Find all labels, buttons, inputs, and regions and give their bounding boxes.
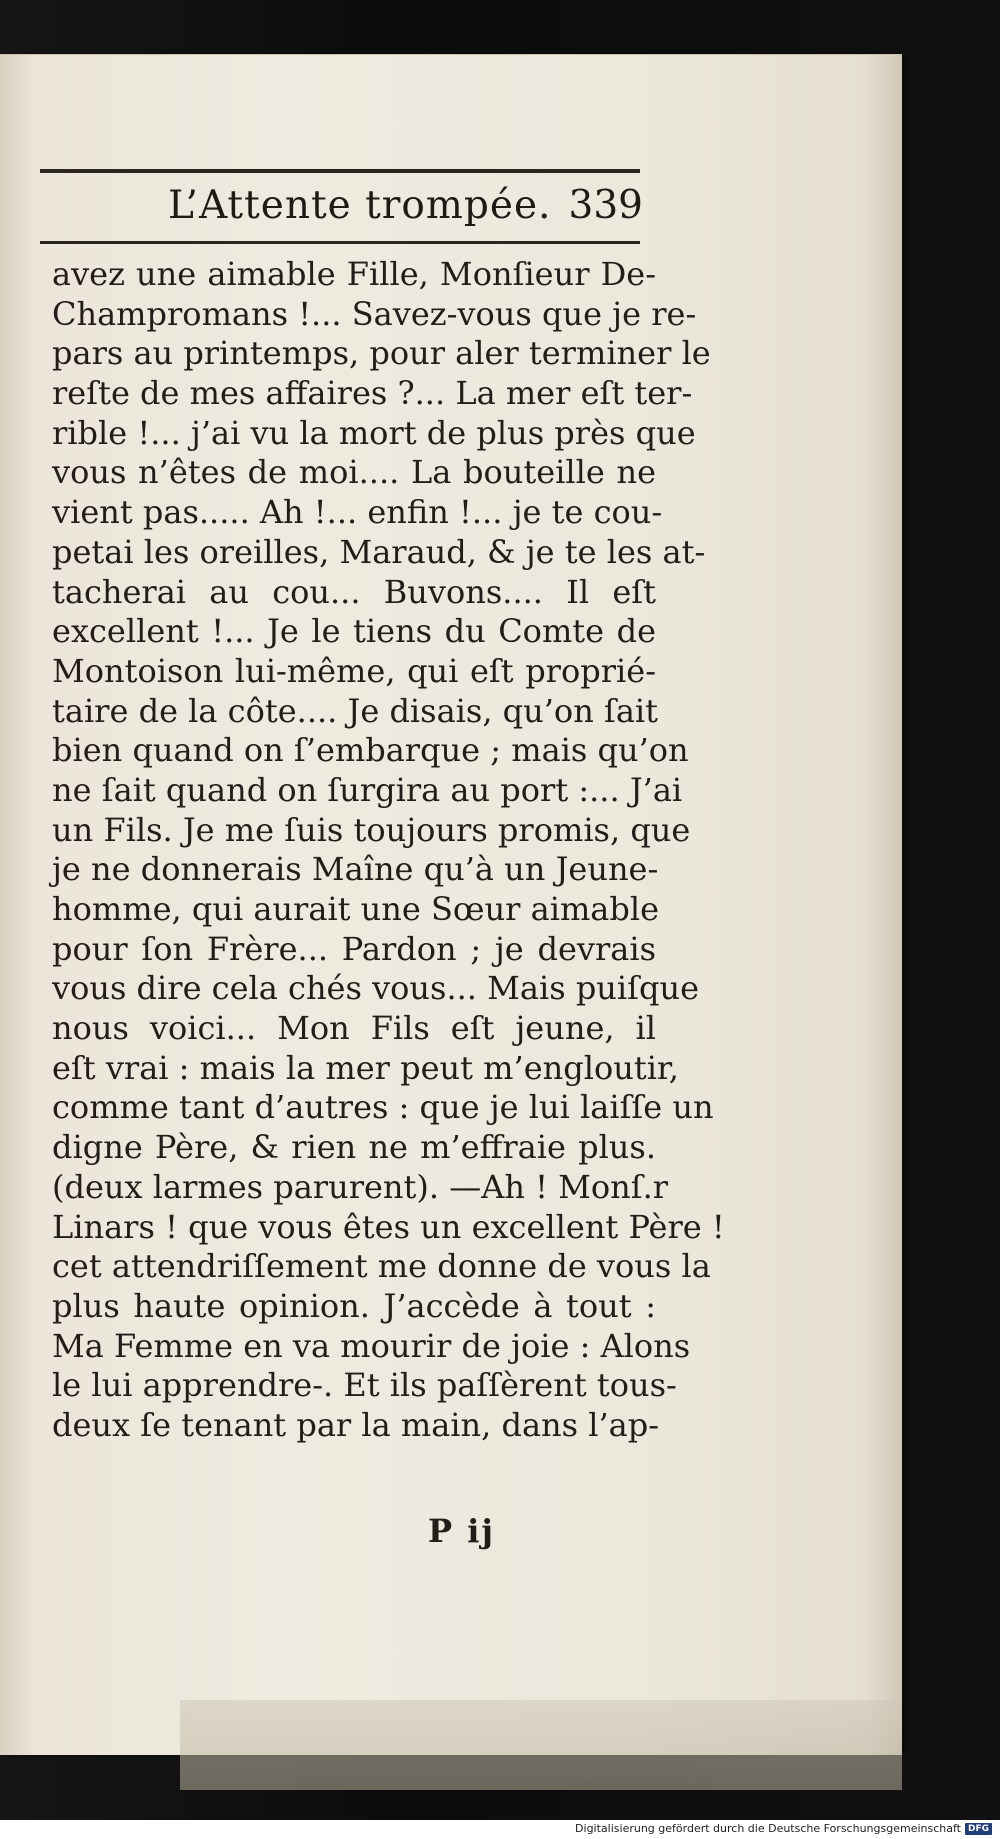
text-line: avez une aimable Fille, Monſieur De- [52,255,656,293]
text-line: je ne donnerais Maîne qu’à un Jeune- [52,850,659,889]
book-page [0,54,902,1755]
text-line: homme, qui aurait une Sœur aimable [52,890,660,928]
text-line: tacherai au cou... Buvons.... Il eſt [52,572,656,611]
text-line: pour ſon Frère... Pardon ; je devrais [52,929,656,968]
text-line: vient pas..... Ah !... enfin !... je te cou- [52,493,663,532]
text-line: Linars ! que vous êtes un excellent Père ! [52,1207,725,1246]
text-line: nous voici... Mon Fils eſt jeune, il [52,1009,656,1048]
header-rule-bottom [40,241,640,244]
text-line: eſt vrai : mais la mer peut m’engloutir, [52,1048,679,1087]
text-line: digne Père, & rien ne m’effraie plus. [52,1128,656,1167]
text-line: Champromans !... Savez-vous que je re- [52,294,697,333]
text-line: vous dire cela chés vous... Mais puiſque [52,969,700,1008]
text-line: Ma Femme en va mourir de joie : Alons [52,1326,691,1365]
text-line: (deux larmes parurent). —Ah ! Monſ.r [52,1167,669,1206]
text-line: taire de la côte.... Je disais, qu’on ſait [52,691,658,730]
text-line: un Fils. Je me ſuis toujours promis, que [52,810,691,849]
text-line: petai les oreilles, Maraud, & je te les at- [52,532,706,571]
text-line: cet attendriſſement me donne de vous la [52,1247,711,1286]
text-line: pars au printemps, pour aler terminer le [52,334,711,373]
text-line: bien quand on ſ’embarque ; mais qu’on [52,731,689,770]
text-line: Montoison lui-même, qui eſt proprié- [52,651,656,690]
running-title: L’Attente trompée. [168,183,552,228]
text-line: rible !... j’ai vu la mort de plus près que [52,413,696,452]
text-line: excellent !... Je le tiens du Comte de [52,612,656,651]
page-edge-shadow [180,1700,902,1790]
page-number: 339 [568,183,643,228]
digitization-credit [575,1822,992,1835]
text-line: plus haute opinion. J’accède à tout : [52,1286,656,1325]
credit-text: Digitalisierung gefördert durch die Deutsche Forschungsgemeinschaft [575,1822,961,1835]
running-header [40,179,645,235]
body-text [52,255,725,1446]
header-rule-top [40,169,640,173]
signature-mark: P ij [428,1512,495,1550]
dfg-logo: DFG [965,1823,992,1835]
text-line: vous n’êtes de moi.... La bouteille ne [52,453,656,492]
text-line: reſte de mes affaires ?... La mer eſt ter- [52,374,693,413]
text-line: le lui apprendre-. Et ils paſſèrent tous- [52,1366,677,1405]
text-line: deux ſe tenant par la main, dans l’ap- [52,1405,659,1444]
text-line: comme tant d’autres : que je lui laiſſe un [52,1088,714,1127]
text-line: ne ſait quand on ſurgira au port :... J’ai [52,770,683,809]
